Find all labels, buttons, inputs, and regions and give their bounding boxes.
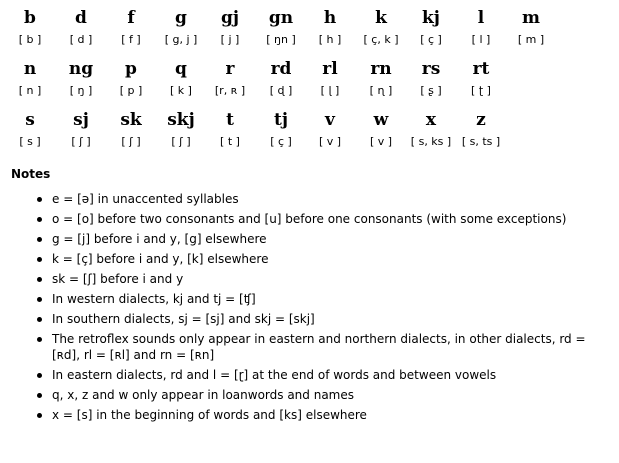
- consonant-pronunciation: [ v ]: [369, 135, 393, 148]
- bullet-icon: [37, 237, 42, 242]
- consonant-letter: rd: [270, 59, 292, 79]
- consonant-letter: v: [325, 110, 335, 130]
- consonant-pronunciation: [ ʃ ]: [121, 135, 141, 148]
- consonant-cell: [56, 8, 106, 48]
- consonant-row: [0, 59, 619, 107]
- consonant-cell: [256, 110, 306, 150]
- note-item: [0, 291, 619, 307]
- note-item: [0, 387, 619, 403]
- consonant-cell: [406, 110, 456, 150]
- consonant-cell: [356, 8, 406, 48]
- consonant-cell: [456, 110, 506, 150]
- consonant-cell: [156, 110, 206, 150]
- consonant-letter: skj: [167, 110, 195, 130]
- consonant-pronunciation: [ ʃ ]: [71, 135, 91, 148]
- consonant-cell: [205, 8, 255, 48]
- bullet-icon: [37, 297, 42, 302]
- consonant-letter: sj: [73, 110, 89, 130]
- consonant-pronunciation: [ ç ]: [420, 33, 442, 46]
- consonant-pronunciation: [ s, ks ]: [410, 135, 452, 148]
- consonant-letter: h: [323, 8, 337, 28]
- note-text: In southern dialects, sj = [sj] and skj = [skj]: [52, 312, 315, 326]
- consonant-pronunciation: [ l ]: [471, 33, 491, 46]
- consonant-letter: w: [373, 110, 389, 130]
- consonant-cell: [256, 8, 306, 48]
- consonant-pronunciation: [ j ]: [220, 33, 240, 46]
- note-text: The retroflex sounds only appear in eastern and northern dialects, in other dialects, rd = [ʀd], rl = [ʀl] and rn = [ʀn]: [52, 332, 586, 362]
- consonant-cell: [106, 110, 156, 150]
- consonant-pronunciation: [ p ]: [119, 84, 143, 97]
- consonant-letter: rl: [322, 59, 338, 79]
- consonant-letter: n: [23, 59, 37, 79]
- consonant-cell: [56, 110, 106, 150]
- consonant-letter: b: [24, 8, 36, 28]
- bullet-icon: [37, 337, 42, 342]
- consonant-letter: gn: [268, 8, 294, 28]
- consonant-cell: [205, 110, 255, 150]
- consonant-pronunciation: [ ç, k ]: [363, 33, 399, 46]
- consonant-pronunciation: [ m ]: [517, 33, 545, 46]
- note-text: In eastern dialects, rd and l = [ɽ] at the end of words and between vowels: [52, 368, 497, 382]
- consonant-pronunciation: [ v ]: [318, 135, 342, 148]
- consonant-cell: [305, 110, 355, 150]
- consonant-cell: [205, 59, 255, 99]
- note-item: [0, 331, 619, 363]
- consonant-letter: l: [477, 8, 485, 28]
- consonant-cell: [356, 110, 406, 150]
- note-text: In western dialects, kj and tj = [ʧ]: [52, 292, 256, 306]
- consonant-pronunciation: [ ŋn ]: [266, 33, 296, 46]
- consonant-cell: [356, 59, 406, 99]
- note-item: [0, 367, 619, 383]
- consonant-letter: r: [225, 59, 235, 79]
- consonant-pronunciation: [ k ]: [170, 84, 192, 97]
- consonant-cell: [56, 59, 106, 99]
- consonant-cell: [156, 59, 206, 99]
- bullet-icon: [37, 413, 42, 418]
- note-item: [0, 311, 619, 327]
- consonant-pronunciation: [ ɭ ]: [320, 84, 340, 97]
- consonant-cell: [406, 59, 456, 99]
- consonant-pronunciation: [ n ]: [18, 84, 42, 97]
- consonant-pronunciation: [ ʂ ]: [420, 84, 442, 97]
- note-text: sk = [ʃ] before i and y: [52, 272, 184, 286]
- bullet-icon: [37, 197, 42, 202]
- notes-list: [0, 191, 619, 427]
- consonant-cell: [305, 8, 355, 48]
- note-item: [0, 407, 619, 423]
- bullet-icon: [37, 277, 42, 282]
- consonant-letter: k: [375, 8, 387, 28]
- consonant-pronunciation: [ g, j ]: [164, 33, 198, 46]
- consonant-pronunciation: [ ɖ ]: [269, 84, 293, 97]
- consonant-cell: [106, 59, 156, 99]
- note-item: [0, 191, 619, 207]
- consonant-letter: rt: [472, 59, 490, 79]
- consonant-pronunciation: [ ɳ ]: [369, 84, 393, 97]
- consonant-letter: ng: [68, 59, 94, 79]
- note-text: e = [ə] in unaccented syllables: [52, 192, 239, 206]
- consonant-letter: tj: [273, 110, 288, 130]
- consonant-letter: p: [125, 59, 137, 79]
- consonant-pronunciation: [ f ]: [121, 33, 141, 46]
- consonant-letter: sk: [120, 110, 142, 130]
- consonant-letter: s: [25, 110, 35, 130]
- note-item: [0, 271, 619, 287]
- consonant-letter: d: [75, 8, 87, 28]
- note-item: [0, 231, 619, 247]
- consonant-cell: [5, 59, 55, 99]
- consonant-pronunciation: [ s, ts ]: [461, 135, 501, 148]
- consonant-pronunciation: [r, ʀ ]: [214, 84, 246, 97]
- consonant-letter: z: [476, 110, 486, 130]
- consonant-pronunciation: [ b ]: [18, 33, 42, 46]
- bullet-icon: [37, 373, 42, 378]
- consonant-row: [0, 110, 619, 158]
- consonant-letter: kj: [422, 8, 440, 28]
- consonant-cell: [406, 8, 456, 48]
- notes-heading: Notes: [11, 167, 51, 181]
- consonant-pronunciation: [ d ]: [69, 33, 93, 46]
- consonant-row: [0, 8, 619, 56]
- note-item: [0, 251, 619, 267]
- consonant-cell: [456, 59, 506, 99]
- note-text: g = [j] before i and y, [g] elsewhere: [52, 232, 267, 246]
- consonant-letter: m: [522, 8, 540, 28]
- consonant-letter: gj: [220, 8, 240, 28]
- consonant-cell: [106, 8, 156, 48]
- note-text: x = [s] in the beginning of words and [ks] elsewhere: [52, 408, 367, 422]
- consonant-cell: [5, 8, 55, 48]
- consonant-cell: [506, 8, 556, 48]
- consonant-pronunciation: [ ŋ ]: [69, 84, 93, 97]
- note-item: [0, 211, 619, 227]
- consonant-pronunciation: [ ç ]: [270, 135, 292, 148]
- consonant-pronunciation: [ ʈ ]: [471, 84, 491, 97]
- consonant-pronunciation: [ t ]: [220, 135, 240, 148]
- note-text: o = [o] before two consonants and [u] before one consonants (with some exceptions): [52, 212, 567, 226]
- consonant-cell: [305, 59, 355, 99]
- consonant-letter: rn: [370, 59, 392, 79]
- note-text: k = [ç] before i and y, [k] elsewhere: [52, 252, 269, 266]
- consonant-cell: [456, 8, 506, 48]
- consonant-letter: q: [175, 59, 187, 79]
- consonant-cell: [5, 110, 55, 150]
- consonant-pronunciation: [ s ]: [19, 135, 41, 148]
- bullet-icon: [37, 217, 42, 222]
- bullet-icon: [37, 393, 42, 398]
- consonant-pronunciation: [ ʃ ]: [171, 135, 191, 148]
- bullet-icon: [37, 317, 42, 322]
- consonant-letter: f: [127, 8, 135, 28]
- consonant-letter: x: [425, 110, 437, 130]
- consonant-letter: t: [226, 110, 234, 130]
- bullet-icon: [37, 257, 42, 262]
- consonant-cell: [156, 8, 206, 48]
- note-text: q, x, z and w only appear in loanwords and names: [52, 388, 355, 402]
- consonant-cell: [256, 59, 306, 99]
- consonant-letter: rs: [421, 59, 441, 79]
- consonant-pronunciation: [ h ]: [318, 33, 342, 46]
- consonant-letter: g: [175, 8, 187, 28]
